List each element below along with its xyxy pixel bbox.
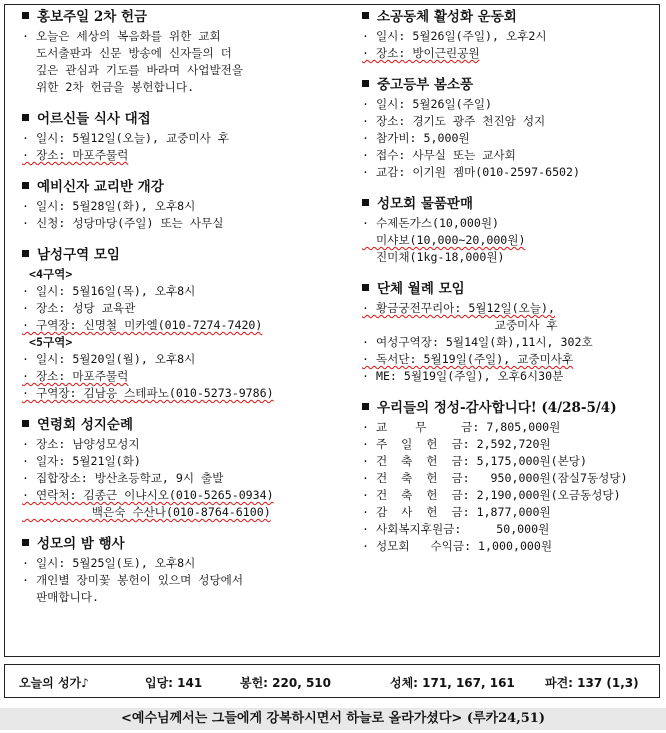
line-text: · 구역장: 신명철 미카엘(010-7274-7420) xyxy=(22,318,263,332)
section-title xyxy=(362,8,652,26)
line-text: · 주 일 헌 금: 2,592,720원 xyxy=(362,437,551,451)
line-text: · ME: 5월19일(주일), 오후6시30분 xyxy=(362,369,564,383)
sub-heading xyxy=(22,334,342,351)
hymn-communion: 성체: 171, 167, 161 xyxy=(390,676,515,690)
line-text: · 일시: 5월26일(주일) xyxy=(362,97,493,111)
line-text: 깊은 관심과 기도를 바라며 사업발전을 xyxy=(22,63,244,77)
line-text: · 감 사 헌 금: 1,877,000원 xyxy=(362,505,551,519)
section-line xyxy=(22,283,342,300)
section-line xyxy=(362,334,652,351)
line-text: · 독서단: 5월19일(주일), 교중미사후 xyxy=(362,352,574,366)
section-line xyxy=(22,351,342,368)
section-line xyxy=(22,79,342,96)
hymn-offertory: 봉헌: 220, 510 xyxy=(240,676,331,690)
line-text: · 일시: 5월28일(화), 오후8시 xyxy=(22,199,196,213)
section-title xyxy=(362,280,652,298)
line-text: 미샤보(10,000~20,000원) xyxy=(362,233,526,247)
line-text: · 접수: 사무실 또는 교사회 xyxy=(362,148,516,162)
line-text: 교중미사 후 xyxy=(362,318,558,332)
section-line xyxy=(22,572,342,589)
section-line xyxy=(22,368,342,385)
square-bullet-icon xyxy=(362,12,369,19)
section-line xyxy=(362,470,652,487)
section-title-text: 남성구역 모임 xyxy=(37,247,120,263)
hymn-entrance: 입당: 141 xyxy=(145,676,203,690)
line-text: · 건 축 헌 금: 5,175,000원(본당) xyxy=(362,454,587,468)
section-line xyxy=(22,487,342,504)
section-line xyxy=(22,470,342,487)
line-text: · 건 축 헌 금: 950,000원(잠실7동성당) xyxy=(362,471,628,485)
section-line xyxy=(22,215,342,232)
square-bullet-icon xyxy=(362,403,369,410)
line-text: · 장소: 마포주물럭 xyxy=(22,369,129,383)
line-text: 판매합니다. xyxy=(22,590,99,604)
notice-section xyxy=(362,8,652,62)
line-text: 진미채(1kg-18,000원) xyxy=(362,250,505,264)
notice-section xyxy=(362,280,652,385)
section-title xyxy=(362,195,652,213)
hymn-dismissal: 파견: 137 (1,3) xyxy=(545,676,639,690)
section-line xyxy=(362,300,652,317)
section-title xyxy=(22,416,342,434)
section-line xyxy=(362,351,652,368)
section-title xyxy=(362,76,652,94)
section-line xyxy=(362,130,652,147)
section-line xyxy=(362,232,652,249)
section-title-text: 성모회 물품판매 xyxy=(377,196,473,212)
line-text: 백은숙 수산나(010-8764-6100) xyxy=(22,505,271,519)
notice-section xyxy=(22,8,342,96)
line-text: · 일시: 5월20일(월), 오후8시 xyxy=(22,352,196,366)
line-text: · 오늘은 세상의 복음화를 위한 교회 xyxy=(22,29,221,43)
section-line xyxy=(362,368,652,385)
section-line xyxy=(362,96,652,113)
mass-hymn-bar xyxy=(4,664,660,698)
section-line xyxy=(362,538,652,555)
square-bullet-icon xyxy=(362,284,369,291)
section-line xyxy=(362,317,652,334)
line-text: · 여성구역장: 5월14일(화),11시, 302호 xyxy=(362,335,593,349)
line-text: · 일시: 5월25일(토), 오후8시 xyxy=(22,556,196,570)
hymn-label: 오늘의 성가♪ xyxy=(19,676,89,690)
section-line xyxy=(22,130,342,147)
line-text: · 장소: 남양성모성지 xyxy=(22,437,140,451)
section-title xyxy=(22,178,342,196)
section-line xyxy=(362,521,652,538)
bible-verse: <예수님께서는 그들에게 강복하시면서 하늘로 올라가셨다> (루카24,51) xyxy=(0,708,666,730)
section-line xyxy=(22,504,342,521)
section-line xyxy=(22,198,342,215)
section-line xyxy=(362,504,652,521)
line-text: 위한 2차 헌금을 봉헌합니다. xyxy=(22,80,195,94)
notice-section xyxy=(362,399,652,555)
line-text: · 수제돈가스(10,000원) xyxy=(362,216,499,230)
notice-section xyxy=(22,416,342,521)
section-line xyxy=(362,164,652,181)
line-text: · 집합장소: 방산초등학교, 9시 출발 xyxy=(22,471,224,485)
notice-section xyxy=(22,178,342,232)
line-text: · 신청: 성당마당(주일) 또는 사무실 xyxy=(22,216,224,230)
line-text: <4구역> xyxy=(22,267,73,281)
section-title xyxy=(22,535,342,553)
line-text: · 사회복지후원금: 50,000원 xyxy=(362,522,550,536)
line-text: · 장소: 경기도 광주 천진암 성지 xyxy=(362,114,546,128)
sub-heading xyxy=(22,266,342,283)
line-text: · 장소: 성당 교육관 xyxy=(22,301,136,315)
section-title-text: 소공동체 활성화 운동회 xyxy=(377,9,517,25)
section-line xyxy=(362,487,652,504)
section-line xyxy=(362,113,652,130)
section-line xyxy=(362,436,652,453)
square-bullet-icon xyxy=(362,80,369,87)
section-title-text: 중고등부 봄소풍 xyxy=(377,77,473,93)
line-text: <5구역> xyxy=(22,335,73,349)
line-text: · 장소: 마포주물럭 xyxy=(22,148,129,162)
line-text: 도서출판과 신문 방송에 신자들의 더 xyxy=(22,46,232,60)
section-line xyxy=(362,28,652,45)
section-title-text: 어르신들 식사 대접 xyxy=(37,111,151,127)
section-line xyxy=(22,147,342,164)
section-line xyxy=(362,249,652,266)
line-text: · 성모회 수익금: 1,000,000원 xyxy=(362,539,553,553)
notice-section xyxy=(22,110,342,164)
section-line xyxy=(362,419,652,436)
section-title xyxy=(22,110,342,128)
square-bullet-icon xyxy=(22,114,29,121)
square-bullet-icon xyxy=(362,199,369,206)
section-line xyxy=(22,317,342,334)
section-line xyxy=(22,385,342,402)
line-text: · 장소: 방이근린공원 xyxy=(362,46,480,60)
notice-section xyxy=(362,195,652,266)
section-title xyxy=(22,246,342,264)
line-text: · 일시: 5월16일(목), 오후8시 xyxy=(22,284,196,298)
line-text: · 일시: 5월12일(오늘), 교중미사 후 xyxy=(22,131,229,145)
line-text: · 일시: 5월26일(주일), 오후2시 xyxy=(362,29,547,43)
square-bullet-icon xyxy=(22,12,29,19)
section-title-text: 성모의 밤 행사 xyxy=(37,536,125,552)
section-line xyxy=(362,45,652,62)
section-line xyxy=(22,555,342,572)
notice-section xyxy=(362,76,652,181)
section-line xyxy=(362,453,652,470)
section-line xyxy=(22,45,342,62)
notice-section xyxy=(22,535,342,606)
line-text: · 일자: 5월21일(화) xyxy=(22,454,141,468)
section-line xyxy=(362,147,652,164)
line-text: · 교 무 금: 7,805,000원 xyxy=(362,420,561,434)
line-text: · 황금궁전꾸리아: 5월12일(오늘), xyxy=(362,301,555,315)
notice-section xyxy=(22,246,342,402)
section-line xyxy=(362,215,652,232)
section-line xyxy=(22,589,342,606)
line-text: · 구역장: 김남응 스테파노(010-5273-9786) xyxy=(22,386,274,400)
left-column xyxy=(22,8,342,620)
section-line xyxy=(22,453,342,470)
section-title xyxy=(362,399,652,417)
section-title-text: 홍보주일 2차 헌금 xyxy=(37,9,148,25)
square-bullet-icon xyxy=(22,539,29,546)
line-text: · 참가비: 5,000원 xyxy=(362,131,470,145)
section-line xyxy=(22,62,342,79)
line-text: · 개인별 장미꽃 봉헌이 있으며 성당에서 xyxy=(22,573,244,587)
square-bullet-icon xyxy=(22,420,29,427)
square-bullet-icon xyxy=(22,182,29,189)
section-title-text: 단체 월례 모임 xyxy=(377,281,465,297)
section-title-text: 우리들의 정성-감사합니다! (4/28-5/4) xyxy=(377,400,617,416)
line-text: · 건 축 헌 금: 2,190,000원(오금동성당) xyxy=(362,488,621,502)
section-line xyxy=(22,300,342,317)
section-line xyxy=(22,28,342,45)
section-title-text: 연령회 성지순례 xyxy=(37,417,133,433)
section-title xyxy=(22,8,342,26)
line-text: · 연락처: 김종근 이냐시오(010-5265-0934) xyxy=(22,488,274,502)
right-column xyxy=(362,8,652,569)
section-title-text: 예비신자 교리반 개강 xyxy=(37,179,164,195)
section-line xyxy=(22,436,342,453)
line-text: · 교감: 이기원 젬마(010-2597-6502) xyxy=(362,165,580,179)
square-bullet-icon xyxy=(22,250,29,257)
